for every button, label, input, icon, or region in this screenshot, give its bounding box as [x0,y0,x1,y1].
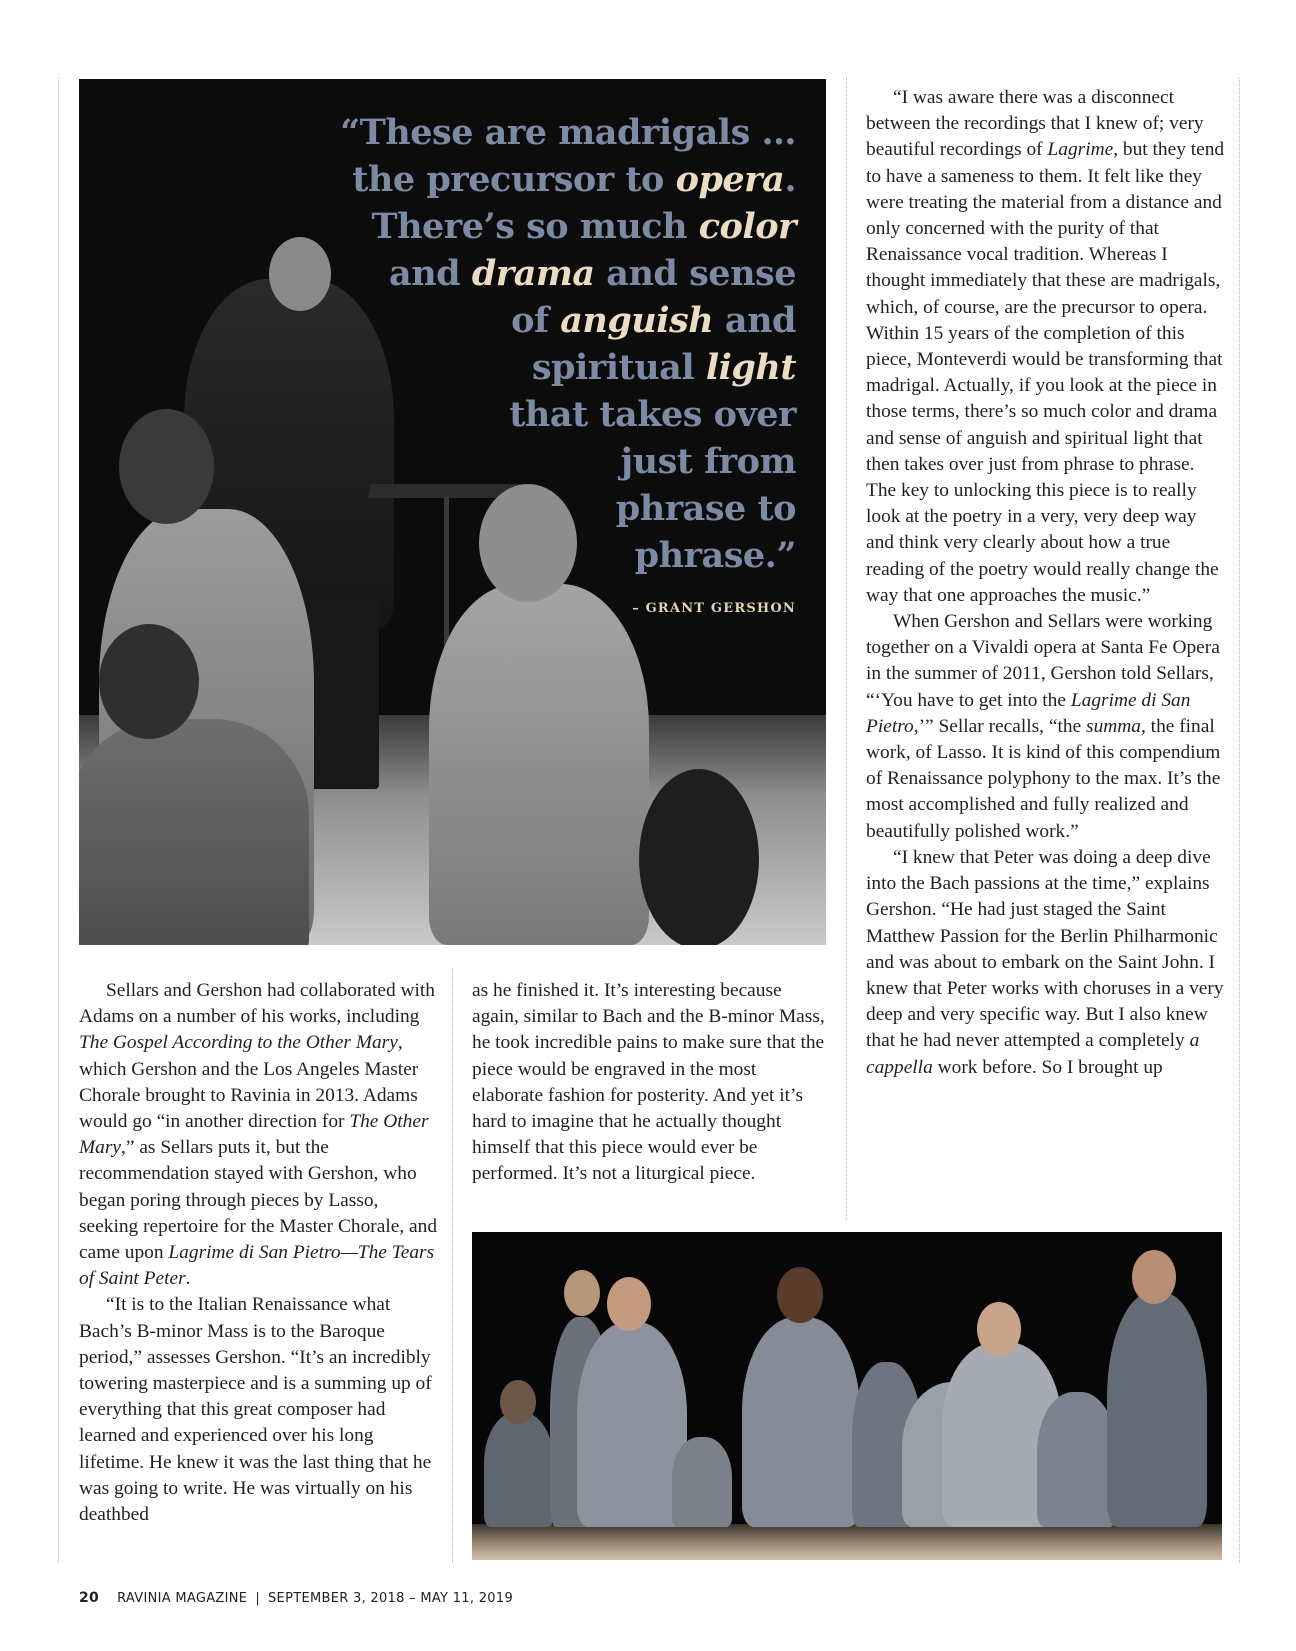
publication-name: RAVINIA MAGAZINE [117,1591,248,1606]
pull-quote-line [316,297,796,344]
article-column-left [79,978,439,1528]
paragraph-text: When Gershon and Sellars were working together on a Vivaldi opera at Santa Fe Opera in the summer of 2011, Gershon told Sellars, “‘You have to get into the [866,611,1220,711]
kneeling-singer [484,1412,554,1527]
article-paragraph [79,978,439,1292]
singer-head [1132,1250,1176,1304]
italic-title: a cappella [866,1030,1200,1078]
kneeling-singer [1037,1392,1117,1527]
paragraph-text: as he finished it. It’s interesting because again, similar to Bach and the B-minor Mass, he took incredible pains to make sure that the piece would be engraved in the most elaborate fashion for posterity. And yet it’s hard to imagine that he actually thought himself that this piece would ever be performed. It’s not a liturgical piece. [472,980,825,1185]
article-column-middle [472,978,832,1188]
paragraph-text: work before. So I brought up [932,1056,1163,1078]
stage-floor [472,1524,1222,1560]
singer-left-head [119,409,214,524]
pull-quote-line [316,391,796,438]
paragraph-text: ,” as Sellars puts it, but the recommendation stayed with Gershon, who began poring through pieces by Lasso, seeking repertoire for the Master Chorale, and came upon [79,1137,438,1264]
singer-head [500,1380,536,1424]
rehearsal-photo-chorus [472,1232,1222,1560]
pull-quote-attribution: – GRANT GERSHON [632,601,796,616]
article-paragraph [866,845,1226,1081]
singer-head [607,1277,651,1331]
pull-quote-text: that takes over [509,394,796,435]
paragraph-text: . [185,1268,191,1290]
rehearsal-photo-conductor [79,79,826,945]
article-paragraph [79,1292,439,1528]
column-rule-middle [452,968,453,1563]
pull-quote-text: . [784,159,796,200]
article-column-right [866,85,1226,1081]
foreground-singer-figure [79,719,309,945]
pull-quote-highlight: opera [675,159,785,200]
article-paragraph [866,609,1226,845]
pull-quote-text: just from [620,441,796,482]
pull-quote-line [316,203,796,250]
paragraph-text: “It is to the Italian Renaissance what Bach’s B-minor Mass is to the Baroque period,” assesses Gershon. “It’s an incredibly towering masterpiece and is a summing up of everything that this great composer had learned and experienced over his long lifetime. He knew it was the last thing that he was going to write. He was virtually on his deathbed [79,1294,432,1526]
pull-quote-highlight: light [705,347,796,388]
crouching-singer [672,1437,732,1527]
italic-title: summa [1086,715,1141,737]
left-margin-rule [58,78,59,1563]
pull-quote-line [316,250,796,297]
article-paragraph [472,978,832,1188]
pull-quote [316,109,796,579]
footer-separator: | [255,1591,260,1606]
singer-head [564,1270,600,1316]
pull-quote-line [316,485,796,532]
kneeling-singer [742,1317,860,1527]
paragraph-text: ,’” Sellar recalls, “the [913,715,1087,737]
italic-title: The Other Mary [79,1111,429,1159]
kneeling-singer [577,1322,687,1527]
pull-quote-text: phrase to [615,488,796,529]
pull-quote-highlight: drama [471,253,595,294]
pull-quote-text: and sense [594,253,796,294]
pull-quote-highlight: anguish [560,300,714,341]
article-paragraph [866,85,1226,609]
paragraph-text: “I was aware there was a disconnect between the recordings that I knew of; very beautiful recordings of [866,87,1204,161]
pull-quote-text: “These are madrigals … [340,112,796,153]
pull-quote-line [316,532,796,579]
pull-quote-line [316,438,796,485]
italic-title: The Gospel According to the Other Mary [79,1032,398,1054]
pull-quote-text: phrase.” [634,535,796,576]
page-footer [79,1590,513,1606]
pull-quote-text: spiritual [531,347,706,388]
italic-title: Lagrime [1047,139,1114,161]
issue-dates: SEPTEMBER 3, 2018 – MAY 11, 2019 [268,1591,514,1606]
pull-quote-line [316,156,796,203]
pull-quote-text: the precursor to [352,159,676,200]
singer-head [977,1302,1021,1356]
singer-head [777,1267,823,1323]
foreground-singer-head [99,624,199,739]
foreground-right-head [639,769,759,945]
italic-title: Lagrime di San Pietro [866,689,1191,737]
italic-title: Lagrime di San Pietro—The Tears of Saint Peter [79,1242,435,1290]
column-rule-right [846,78,847,1220]
pull-quote-text: and [389,253,472,294]
paragraph-text: , but they tend to have a sameness to them. It felt like they were treating the material from a distance and only concerned with the purity of that Renaissance vocal tradition. Whereas I thought immediately that these are madrigals, which, of course, are the precursor to opera. Within 15 years of the completion of this piece, Monteverdi would be transforming that madrigal. Actually, if you look at the piece in those terms, there’s so much color and drama and sense of anguish and spiritual light that then takes over just from phrase to phrase. The key to unlocking this piece is to really look at the poetry in a very, very deep way and think very clearly about how a true reading of the poetry would really change the way that one approaches the music.” [866,139,1225,606]
paragraph-text: Sellars and Gershon had collaborated with Adams on a number of his works, including [79,980,436,1028]
page-number: 20 [79,1590,100,1606]
pull-quote-text: There’s so much [371,206,699,247]
paragraph-text: “I knew that Peter was doing a deep dive into the Bach passions at the time,” explains Gershon. “He had just staged the Saint Matthew Passion for the Berlin Philharmonic and was about to embark on the Saint John. I knew that Peter works with choruses in a very deep and very specific way. But I also knew that he had never attempted a completely [866,846,1224,1052]
paragraph-text: , which Gershon and the Los Angeles Master Chorale brought to Ravinia in 2013. Adams would go “in another direction for [79,1032,419,1133]
paragraph-text: , the final work, of Lasso. It is kind of this compendium of Renaissance polyphony to the max. It’s the most accomplished and fully realized and beautifully polished work.” [866,715,1221,842]
pull-quote-line [316,109,796,156]
singer-center-figure [429,584,649,945]
pull-quote-text: and [713,300,796,341]
pull-quote-highlight: color [698,206,796,247]
kneeling-singer [1107,1292,1207,1527]
pull-quote-text: of [511,300,561,341]
pull-quote-line [316,344,796,391]
right-margin-rule [1239,78,1240,1563]
